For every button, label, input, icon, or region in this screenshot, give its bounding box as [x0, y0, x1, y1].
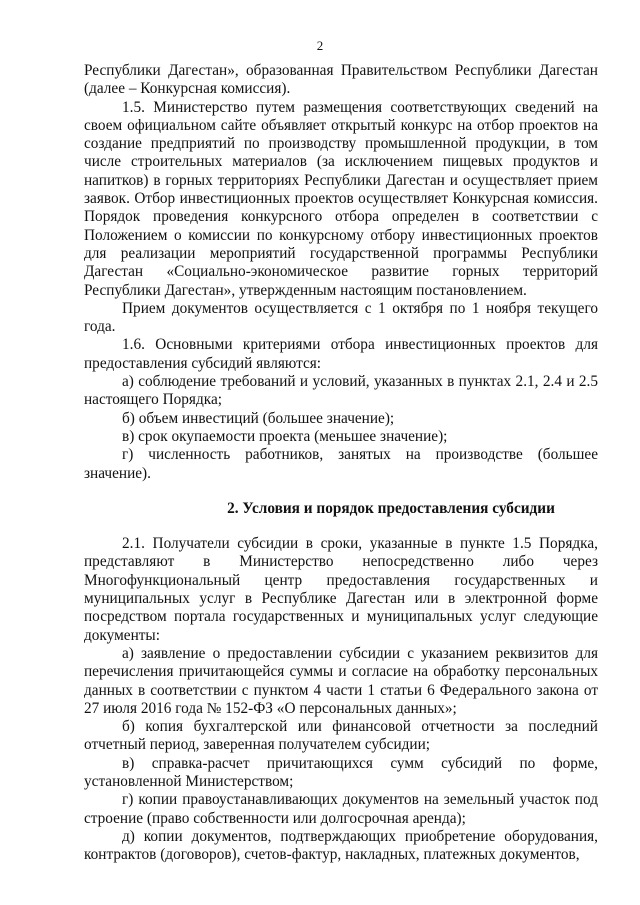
- section-heading: 2. Условия и порядок предоставления субсидии: [227, 499, 555, 517]
- document-item-v: в) справка-расчет причитающихся сумм субсидий по форме, установленной Министерством;: [84, 754, 598, 790]
- list-item-a: а) соблюдение требований и условий, указанных в пунктах 2.1, 2.4 и 2.5 настоящего Порядка;: [84, 373, 598, 409]
- document-item-g: г) копии правоустанавливающих документов на земельный участок под строение (право собственности или долгосрочная аренда);: [84, 791, 598, 827]
- document-body: [84, 62, 598, 864]
- paragraph-1-6: 1.6. Основными критериями отбора инвестиционных проектов для предоставления субсидий являются:: [84, 336, 598, 372]
- list-item-v: в) срок окупаемости проекта (меньшее значение);: [122, 427, 448, 445]
- paragraph-2-1: 2.1. Получатели субсидии в сроки, указанные в пункте 1.5 Порядка, представляют в Министерство непосредственно либо через Многофункциональный центр предоставления государственных и муниципальных услуг в Республике Дагестан или в электронной форме посредством портала государственных и муниципальных услуг следующие документы:: [84, 535, 598, 644]
- document-item-a: а) заявление о предоставлении субсидии с указанием реквизитов для перечисления причитающейся суммы и согласие на обработку персональных данных в соответствии с пунктом 4 части 1 статьи 6 Федерального закона от 27 июля 2016 года № 152-ФЗ «О персональных данных»;: [84, 644, 598, 717]
- list-item-g: г) численность работников, занятых на производстве (большее значение).: [84, 446, 598, 482]
- document-item-d: д) копии документов, подтверждающих приобретение оборудования, контрактов (договоров), счетов-фактур, накладных, платежных документов,: [84, 827, 598, 864]
- paragraph-continuation: Республики Дагестан», образованная Правительством Республики Дагестан (далее – Конкурсная комиссия).: [84, 62, 598, 98]
- document-item-b: б) копия бухгалтерской или финансовой отчетности за последний отчетный период, заверенная получателем субсидии;: [84, 718, 598, 754]
- list-item-b: б) объем инвестиций (большее значение);: [122, 409, 395, 427]
- paragraph-1-5: 1.5. Министерство путем размещения соответствующих сведений на своем официальном сайте объявляет открытый конкурс на отбор проектов на создание предприятий по производству промышленной продукции, в том числе строительных материалов (за исключением пищевых продуктов и напитков) в горных территориях Республики Дагестан и осуществляет прием заявок. Отбор инвестиционных проектов осуществляет Конкурсная комиссия. Порядок проведения конкурсного отбора определен в соответствии с Положением о комиссии по конкурсному отбору инвестиционных проектов для реализации мероприятий государственной программы Республики Дагестан «Социально-экономическое развитие горных территорий Республики Дагестан», утвержденным настоящим постановлением.: [84, 98, 598, 299]
- paragraph-acceptance-dates: Прием документов осуществляется с 1 октября по 1 ноября текущего года.: [84, 299, 598, 336]
- page-number: 2: [316, 38, 324, 53]
